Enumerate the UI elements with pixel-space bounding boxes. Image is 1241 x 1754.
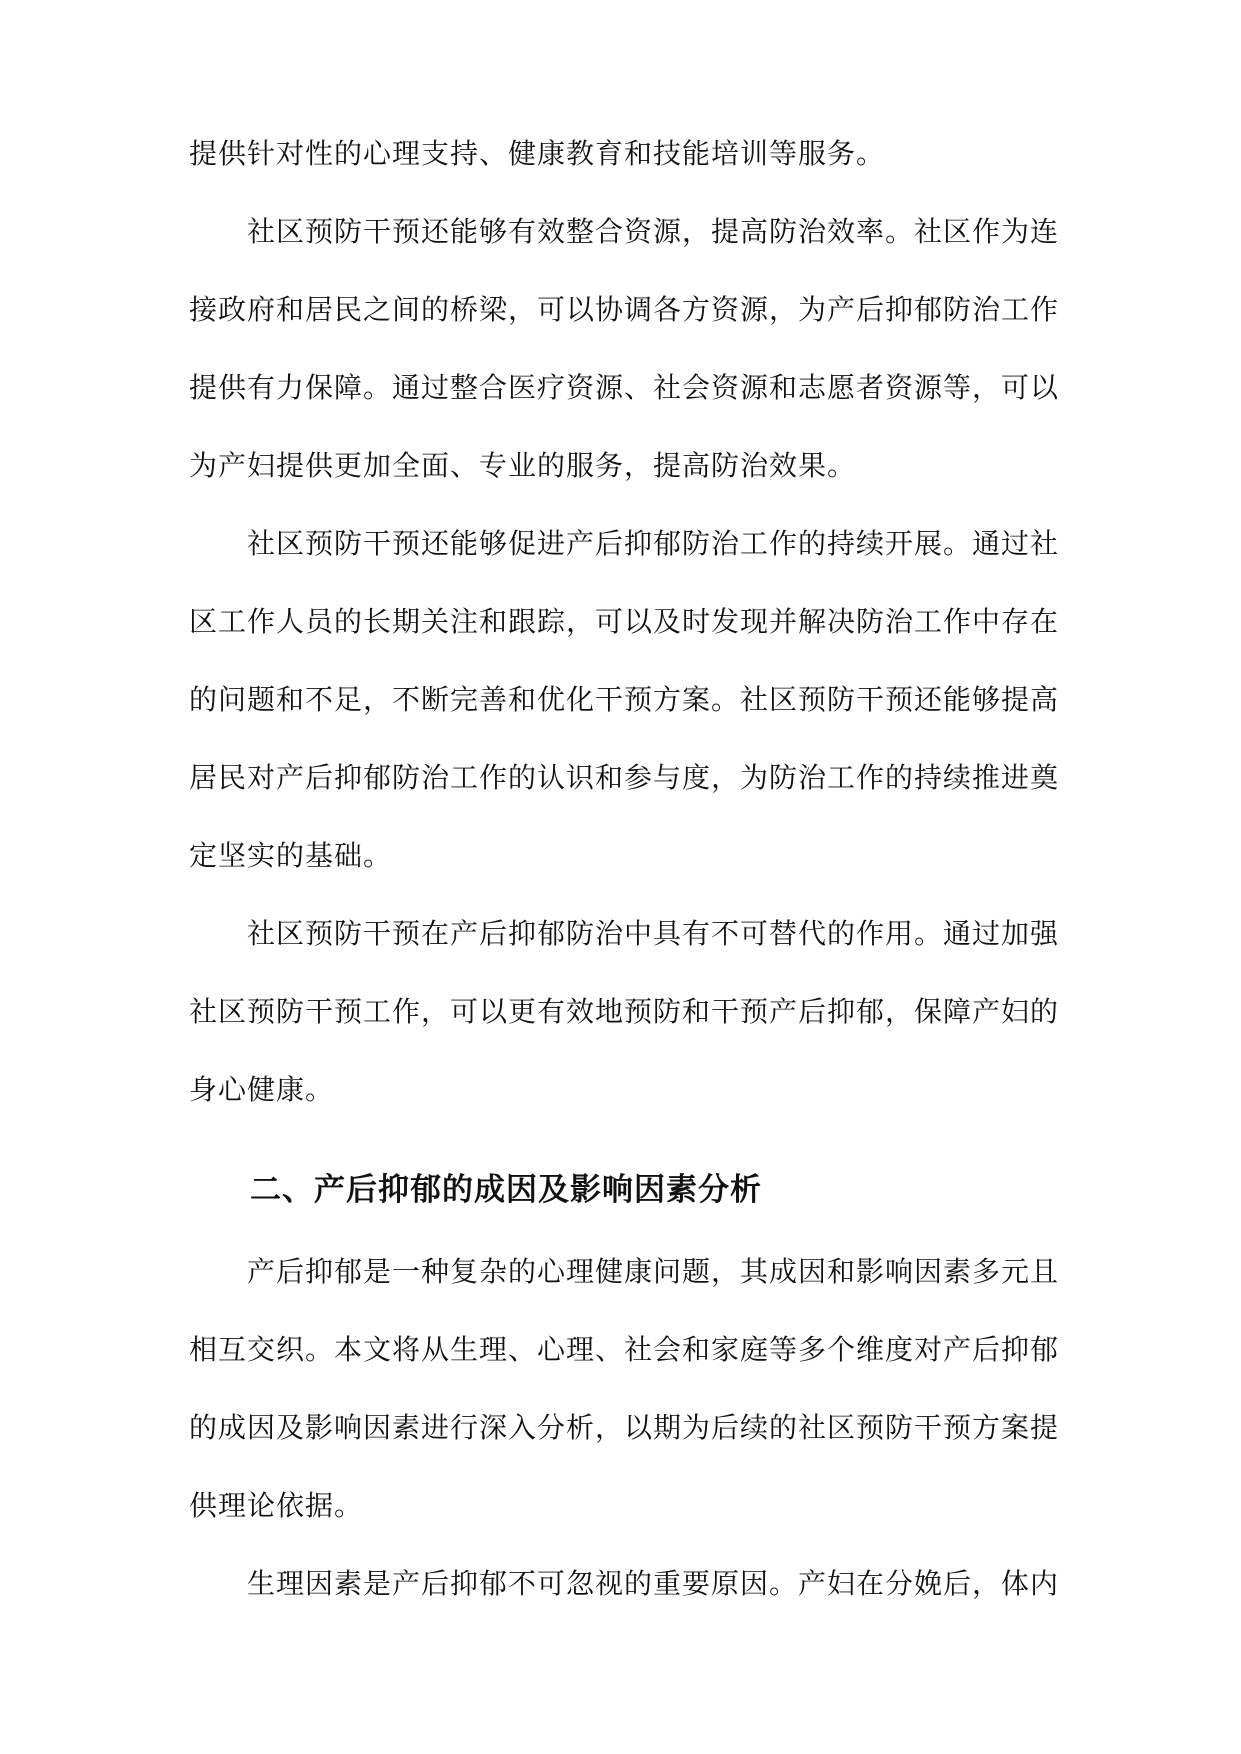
body-text-bottom [189,1233,1060,1623]
text-line: 社区预防干预还能够有效整合资源，提高防治效率。社区作为连 [247,215,1060,248]
paragraph [189,193,1060,505]
text-line: 的成因及影响因素进行深入分析，以期为后续的社区预防干预方案提 [189,1411,1060,1444]
paragraph [189,895,1060,1129]
text-line: 定坚实的基础。 [189,839,393,872]
text-line: 的问题和不足，不断完善和优化干预方案。社区预防干预还能够提高 [189,683,1060,716]
text-line: 接政府和居民之间的桥梁，可以协调各方资源，为产后抑郁防治工作 [189,293,1060,326]
paragraph [189,1233,1060,1545]
text-line: 供理论依据。 [189,1489,364,1522]
text-line: 为产妇提供更加全面、专业的服务，提高防治效果。 [189,449,857,482]
paragraph [189,115,1057,193]
text-line: 居民对产后抑郁防治工作的认识和参与度，为防治工作的持续推进奠 [189,761,1060,794]
section-heading: 二、产后抑郁的成因及影响因素分析 [250,1172,762,1208]
text-line: 产后抑郁是一种复杂的心理健康问题，其成因和影响因素多元且 [247,1255,1060,1288]
paragraph [189,505,1060,895]
text-line: 身心健康。 [189,1073,335,1106]
text-line: 生理因素是产后抑郁不可忽视的重要原因。产妇在分娩后，体内 [247,1567,1060,1600]
paragraph [189,1545,1060,1623]
text-line: 社区预防干预还能够促进产后抑郁防治工作的持续开展。通过社 [247,527,1060,560]
text-line: 提供针对性的心理支持、健康教育和技能培训等服务。 [189,137,886,170]
text-line: 区工作人员的长期关注和跟踪，可以及时发现并解决防治工作中存在 [189,605,1060,638]
text-line: 提供有力保障。通过整合医疗资源、社会资源和志愿者资源等，可以 [189,371,1060,404]
text-line: 社区预防干预工作，可以更有效地预防和干预产后抑郁，保障产妇的 [189,995,1060,1028]
text-line: 社区预防干预在产后抑郁防治中具有不可替代的作用。通过加强 [247,917,1060,950]
body-text-top [189,115,1060,1129]
text-line: 相互交织。本文将从生理、心理、社会和家庭等多个维度对产后抑郁 [189,1333,1060,1366]
